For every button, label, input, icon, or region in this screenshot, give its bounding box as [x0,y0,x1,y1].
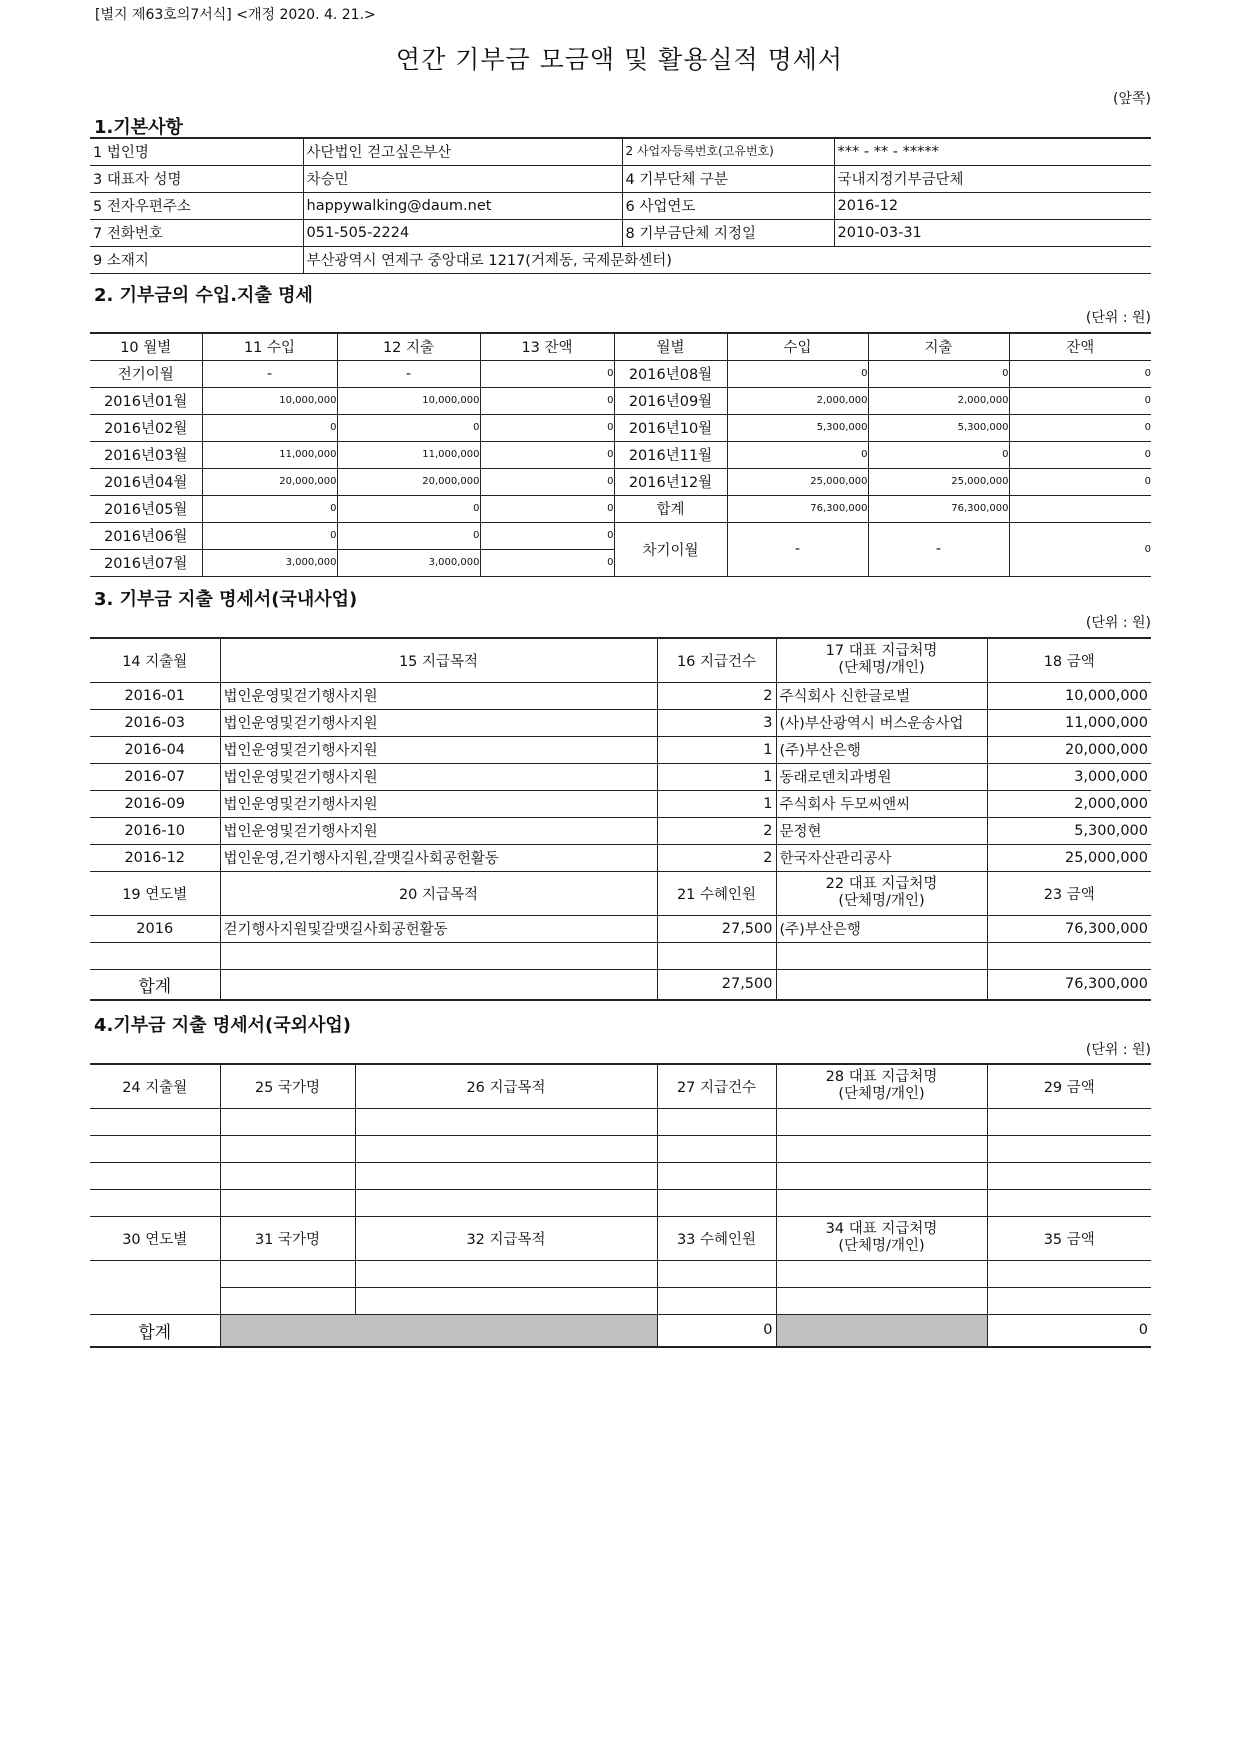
total-amount: 76,300,000 [987,969,1151,1000]
month-cell: 2016년08월 [614,360,727,387]
payee-cell: 주식회사 신한글로벌 [776,682,987,709]
month-cell: 2016년11월 [614,441,727,468]
info-value: happywalking@daum.net [303,192,622,219]
payee-cell: 한국자산관리공사 [776,844,987,871]
empty-cell [90,1162,220,1189]
form-reference: [별지 제63호의7서식] <개정 2020. 4. 21.> [95,7,376,23]
col-header: 21 수혜인원 [657,871,776,915]
table-header-row [90,1064,1151,1108]
count-cell: 3 [657,709,776,736]
col-header: 19 연도별 [90,871,220,915]
empty-cell [657,1287,776,1314]
balance-cell: 0 [480,549,614,576]
basic-info-row [90,138,1151,165]
month-cell: 2016-03 [90,709,220,736]
income-cell: 76,300,000 [727,495,868,522]
expense-cell: 25,000,000 [868,468,1009,495]
amount-cell: 11,000,000 [987,709,1151,736]
table-row [90,1162,1151,1189]
col-header: 25 국가명 [220,1064,355,1108]
col-header: 월별 [614,333,727,360]
shaded-cell [776,1314,987,1347]
col-header: 31 국가명 [220,1216,355,1260]
month-cell: 2016-12 [90,844,220,871]
info-label: 6 사업연도 [622,192,834,219]
info-label: 5 전자우편주소 [90,192,303,219]
balance-cell: 0 [480,468,614,495]
info-label: 3 대표자 성명 [90,165,303,192]
empty-cell [355,1189,657,1216]
col-header: 16 지급건수 [657,638,776,682]
total-label: 합계 [90,969,220,1000]
purpose-cell: 법인운영및걷기행사지원 [220,763,657,790]
month-cell: 2016년05월 [90,495,202,522]
empty-cell [776,1135,987,1162]
col-header-line: 22 대표 지급처명 [825,876,938,892]
empty-cell [220,1260,355,1287]
section-2-title: 2. 기부금의 수입.지출 명세 [94,285,313,306]
table-row [90,817,1151,844]
payee-cell: (주)부산은행 [776,915,987,942]
empty-cell [220,1162,355,1189]
month-cell: 2016년06월 [90,522,202,549]
expense-cell: 0 [337,414,480,441]
purpose-cell: 걷기행사지원및갈맷길사회공헌활동 [220,915,657,942]
col-header-line: (단체명/개인) [838,1086,925,1103]
col-header [776,871,987,915]
empty-cell [220,969,657,1000]
col-header: 12 지출 [337,333,480,360]
section-4-title: 4.기부금 지출 명세서(국외사업) [94,1015,352,1036]
carry-balance: 0 [1009,522,1151,576]
count-cell: 1 [657,790,776,817]
carry-income: - [727,522,868,576]
table-row [90,1108,1151,1135]
month-cell: 2016-01 [90,682,220,709]
table-row [90,1287,1151,1314]
income-expense-table [90,332,1151,577]
domestic-expense-table [90,637,1151,1001]
empty-cell [657,1108,776,1135]
empty-cell [90,1260,220,1314]
amount-cell: 3,000,000 [987,763,1151,790]
col-header: 13 잔액 [480,333,614,360]
address-label: 9 소재지 [90,246,303,273]
month-cell: 전기이월 [90,360,202,387]
count-cell: 1 [657,736,776,763]
income-cell: 0 [202,414,337,441]
empty-cell [987,1189,1151,1216]
amount-cell: 25,000,000 [987,844,1151,871]
expense-cell: 20,000,000 [337,468,480,495]
info-label: 8 기부금단체 지정일 [622,219,834,246]
table-row [90,763,1151,790]
expense-cell: 0 [337,495,480,522]
empty-cell [776,942,987,969]
col-header [776,1064,987,1108]
empty-cell [220,942,657,969]
table-row [90,387,1151,414]
income-cell: - [202,360,337,387]
col-header: 수입 [727,333,868,360]
overseas-expense-table [90,1063,1151,1348]
info-value: 국내지정기부금단체 [834,165,1151,192]
expense-cell: 0 [868,360,1009,387]
total-beneficiaries: 27,500 [657,969,776,1000]
basic-info-row [90,192,1151,219]
info-value: *** - ** - ***** [834,138,1151,165]
table-row [90,915,1151,942]
empty-cell [987,1162,1151,1189]
page-title: 연간 기부금 모금액 및 활용실적 명세서 [395,45,844,74]
empty-cell [776,969,987,1000]
col-header: 35 금액 [987,1216,1151,1260]
col-header-line: (단체명/개인) [838,660,925,677]
info-value: 2016-12 [834,192,1151,219]
purpose-cell: 법인운영및걷기행사지원 [220,709,657,736]
info-value: 사단법인 걷고싶은부산 [303,138,622,165]
col-header: 잔액 [1009,333,1151,360]
balance-cell [1009,495,1151,522]
payee-cell: 동래로덴치과병원 [776,763,987,790]
empty-cell [776,1287,987,1314]
col-header: 10 월별 [90,333,202,360]
table-header-row [90,638,1151,682]
income-cell: 11,000,000 [202,441,337,468]
table-row [90,736,1151,763]
section-3-title: 3. 기부금 지출 명세서(국내사업) [94,589,358,610]
empty-cell [987,1287,1151,1314]
payee-cell: 주식회사 두모씨앤씨 [776,790,987,817]
table-row [90,360,1151,387]
col-header-line: (단체명/개인) [838,1238,925,1254]
col-header-line: (단체명/개인) [838,893,925,909]
amount-cell: 2,000,000 [987,790,1151,817]
empty-cell [90,942,220,969]
empty-cell [776,1189,987,1216]
total-label: 합계 [614,495,727,522]
balance-cell: 0 [480,441,614,468]
empty-cell [355,1287,657,1314]
count-cell: 1 [657,763,776,790]
income-cell: 25,000,000 [727,468,868,495]
empty-cell [776,1162,987,1189]
table-row [90,414,1151,441]
expense-cell: 0 [868,441,1009,468]
total-amount: 0 [987,1314,1151,1347]
empty-cell [987,1260,1151,1287]
col-header-line: 34 대표 지급처명 [825,1221,938,1237]
income-cell: 2,000,000 [727,387,868,414]
basic-info-row [90,219,1151,246]
purpose-cell: 법인운영및걷기행사지원 [220,736,657,763]
amount-cell: 20,000,000 [987,736,1151,763]
balance-cell: 0 [1009,360,1151,387]
table-row [90,1260,1151,1287]
col-header [776,638,987,682]
col-header: 23 금액 [987,871,1151,915]
table-row [90,709,1151,736]
unit-label: (단위 : 원) [1085,310,1151,326]
empty-cell [657,1189,776,1216]
balance-cell: 0 [1009,414,1151,441]
purpose-cell: 법인운영및걷기행사지원 [220,790,657,817]
table-row [90,1189,1151,1216]
empty-cell [220,1189,355,1216]
col-header-line: 17 대표 지급처명 [825,643,938,660]
expense-cell: 0 [337,522,480,549]
carry-expense: - [868,522,1009,576]
col-header: 30 연도별 [90,1216,220,1260]
income-cell: 0 [727,441,868,468]
month-cell: 2016년12월 [614,468,727,495]
empty-cell [90,1108,220,1135]
month-cell: 2016년03월 [90,441,202,468]
table-row [90,1135,1151,1162]
balance-cell: 0 [480,360,614,387]
col-header: 20 지급목적 [220,871,657,915]
total-beneficiaries: 0 [657,1314,776,1347]
unit-label: (단위 : 원) [1085,615,1151,631]
table-header-row [90,1216,1151,1260]
balance-cell: 0 [1009,387,1151,414]
empty-cell [220,1287,355,1314]
income-cell: 3,000,000 [202,549,337,576]
basic-info-row [90,246,1151,273]
month-cell: 2016년10월 [614,414,727,441]
expense-cell: 5,300,000 [868,414,1009,441]
count-cell: 2 [657,817,776,844]
payee-cell: (사)부산광역시 버스운송사업 [776,709,987,736]
col-header: 14 지출월 [90,638,220,682]
info-value: 차승민 [303,165,622,192]
balance-cell: 0 [480,522,614,549]
empty-cell [987,942,1151,969]
total-row [90,1314,1151,1347]
income-cell: 5,300,000 [727,414,868,441]
col-header: 32 지급목적 [355,1216,657,1260]
expense-cell: - [337,360,480,387]
shaded-cell [220,1314,657,1347]
empty-cell [355,1260,657,1287]
month-cell: 2016-09 [90,790,220,817]
section-1-title: 1.기본사항 [94,117,183,138]
info-label: 4 기부단체 구분 [622,165,834,192]
table-row [90,790,1151,817]
info-label: 1 법인명 [90,138,303,165]
empty-cell [987,1108,1151,1135]
table-row [90,844,1151,871]
col-header: 29 금액 [987,1064,1151,1108]
month-cell: 2016년09월 [614,387,727,414]
expense-cell: 2,000,000 [868,387,1009,414]
balance-cell: 0 [1009,441,1151,468]
income-cell: 20,000,000 [202,468,337,495]
table-row [90,495,1151,522]
info-label: 7 전화번호 [90,219,303,246]
table-header-row [90,871,1151,915]
empty-cell [776,1108,987,1135]
empty-cell [776,1260,987,1287]
col-header: 26 지급목적 [355,1064,657,1108]
empty-cell [90,1135,220,1162]
month-cell: 2016년07월 [90,549,202,576]
amount-cell: 76,300,000 [987,915,1151,942]
month-cell: 2016-04 [90,736,220,763]
month-cell: 2016년04월 [90,468,202,495]
empty-cell [987,1135,1151,1162]
empty-cell [355,1108,657,1135]
table-header-row [90,333,1151,360]
basic-info-table [90,137,1151,274]
empty-cell [355,1162,657,1189]
count-cell: 2 [657,844,776,871]
col-header: 15 지급목적 [220,638,657,682]
expense-cell: 76,300,000 [868,495,1009,522]
page-side-label: (앞쪽) [1113,91,1151,107]
col-header: 11 수입 [202,333,337,360]
month-cell: 2016년02월 [90,414,202,441]
table-row [90,522,1151,549]
col-header: 24 지출월 [90,1064,220,1108]
income-cell: 0 [202,522,337,549]
empty-cell [657,1135,776,1162]
balance-cell: 0 [480,495,614,522]
balance-cell: 0 [480,387,614,414]
empty-cell [220,1135,355,1162]
info-value: 2010-03-31 [834,219,1151,246]
month-cell: 2016년01월 [90,387,202,414]
expense-cell: 3,000,000 [337,549,480,576]
amount-cell: 5,300,000 [987,817,1151,844]
income-cell: 10,000,000 [202,387,337,414]
count-cell: 2 [657,682,776,709]
col-header: 18 금액 [987,638,1151,682]
table-row [90,942,1151,969]
month-cell: 2016-07 [90,763,220,790]
empty-cell [220,1108,355,1135]
income-cell: 0 [202,495,337,522]
carry-forward-label: 차기이월 [614,522,727,576]
empty-cell [355,1135,657,1162]
amount-cell: 10,000,000 [987,682,1151,709]
col-header: 33 수혜인원 [657,1216,776,1260]
empty-cell [657,1260,776,1287]
basic-info-row [90,165,1151,192]
table-row [90,468,1151,495]
purpose-cell: 법인운영,걷기행사지원,갈맷길사회공헌활동 [220,844,657,871]
col-header: 지출 [868,333,1009,360]
empty-cell [657,1162,776,1189]
empty-cell [657,942,776,969]
empty-cell [90,1189,220,1216]
purpose-cell: 법인운영및걷기행사지원 [220,682,657,709]
balance-cell: 0 [1009,468,1151,495]
table-row [90,441,1151,468]
col-header [776,1216,987,1260]
total-row [90,969,1151,1000]
total-label: 합계 [90,1314,220,1347]
beneficiary-cell: 27,500 [657,915,776,942]
purpose-cell: 법인운영및걷기행사지원 [220,817,657,844]
col-header-line: 28 대표 지급처명 [825,1069,938,1086]
month-cell: 2016-10 [90,817,220,844]
balance-cell: 0 [480,414,614,441]
info-value: 051-505-2224 [303,219,622,246]
expense-cell: 11,000,000 [337,441,480,468]
unit-label: (단위 : 원) [1085,1042,1151,1058]
expense-cell: 10,000,000 [337,387,480,414]
table-row [90,682,1151,709]
payee-cell: 문정현 [776,817,987,844]
year-cell: 2016 [90,915,220,942]
info-label: 2 사업자등록번호(고유번호) [622,138,834,165]
income-cell: 0 [727,360,868,387]
address-value: 부산광역시 연제구 중앙대로 1217(거제동, 국제문화센터) [303,246,1151,273]
col-header: 27 지급건수 [657,1064,776,1108]
payee-cell: (주)부산은행 [776,736,987,763]
